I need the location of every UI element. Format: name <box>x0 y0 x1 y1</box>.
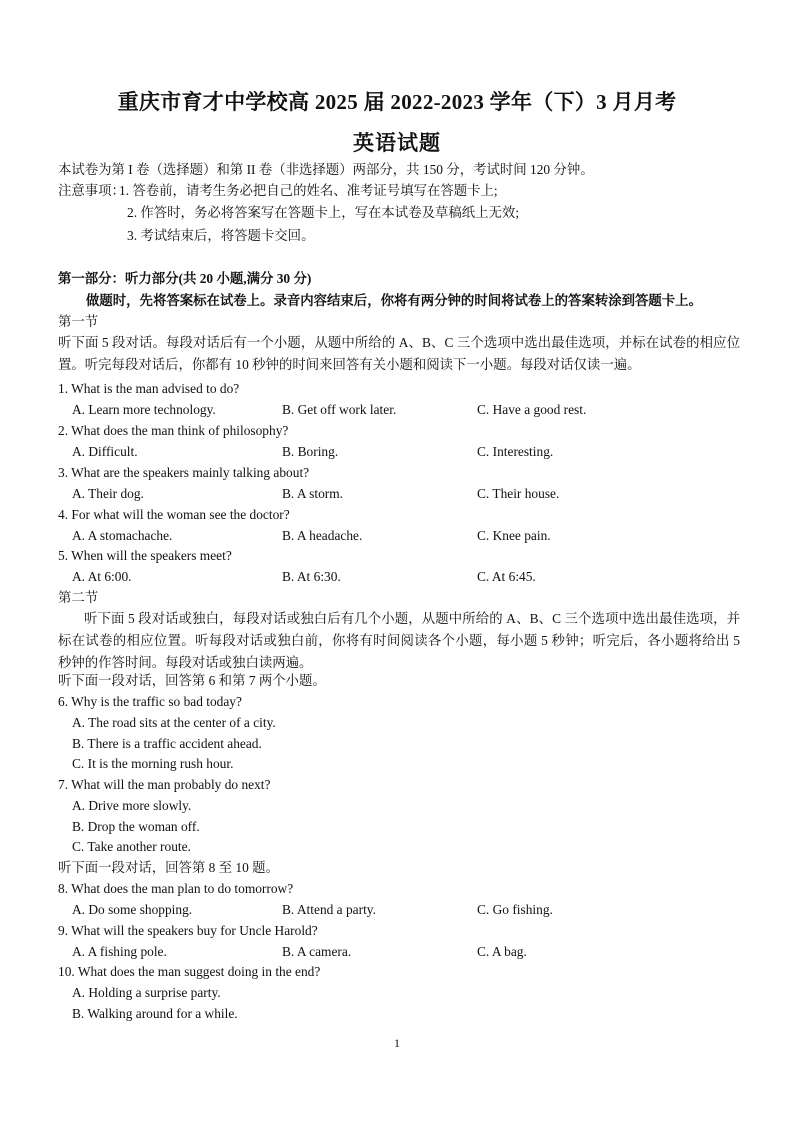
q3-option-a: A. Their dog. <box>72 486 144 501</box>
q9-option-c: C. A bag. <box>477 944 527 959</box>
q6-option-c: C. It is the morning rush hour. <box>72 756 234 771</box>
q1-option-c: C. Have a good rest. <box>477 402 587 417</box>
q8-option-c: C. Go fishing. <box>477 902 553 917</box>
q4-option-c: C. Knee pain. <box>477 528 551 543</box>
q3-option-c: C. Their house. <box>477 486 560 501</box>
dialog-instruction: 听下面一段对话，回答第 6 和第 7 两个小题。 <box>58 673 326 688</box>
section1-directions: 听下面 5 段对话。每段对话后有一个小题，从题中所给的 A、B、C 三个选项中选出最佳选项，并标在试卷的相应位置。听完每段对话后，你都有 10 秒钟的时间来回答有关小题和阅读下一小题。每段对话仅读一遍。 <box>58 335 740 372</box>
q4-option-b: B. A headache. <box>282 528 363 543</box>
question-2: 2. What does the man think of philosophy? <box>58 423 289 438</box>
q7-option-c: C. Take another route. <box>72 839 191 854</box>
question-8: 8. What does the man plan to do tomorrow? <box>58 881 294 896</box>
q3-option-b: B. A storm. <box>282 486 344 501</box>
section1-label: 第一节 <box>58 314 99 329</box>
part1-instruction: 做题时，先将答案标在试卷上。录音内容结束后，你将有两分钟的时间将试卷上的答案转涂到答题卡上。 <box>86 293 702 308</box>
q5-option-c: C. At 6:45. <box>477 569 536 584</box>
q7-option-a: A. Drive more slowly. <box>72 798 192 813</box>
q4-option-a: A. A stomachache. <box>72 528 173 543</box>
page-number: 1 <box>394 1036 400 1050</box>
q9-option-a: A. A fishing pole. <box>72 944 167 959</box>
intro-line: 本试卷为第 I 卷（选择题）和第 II 卷（非选择题）两部分，共 150 分，考试时间 120 分钟。 <box>58 162 594 177</box>
note-item: 1. 答卷前，请考生务必把自己的姓名、准考证号填写在答题卡上; <box>119 183 498 198</box>
note-item: 3. 考试结束后，将答题卡交回。 <box>127 228 315 243</box>
q5-option-b: B. At 6:30. <box>282 569 341 584</box>
subject-title: 英语试题 <box>353 131 441 155</box>
question-3: 3. What are the speakers mainly talking about? <box>58 465 310 480</box>
q1-option-a: A. Learn more technology. <box>72 402 216 417</box>
q1-option-b: B. Get off work later. <box>282 402 397 417</box>
section2-label: 第二节 <box>58 590 99 605</box>
q6-option-a: A. The road sits at the center of a city. <box>72 715 276 730</box>
q7-option-b: B. Drop the woman off. <box>72 819 200 834</box>
q10-option-a: A. Holding a surprise party. <box>72 985 221 1000</box>
question-5: 5. When will the speakers meet? <box>58 548 232 563</box>
q8-option-a: A. Do some shopping. <box>72 902 193 917</box>
note-item: 2. 作答时，务必将答案写在答题卡上，写在本试卷及草稿纸上无效; <box>127 205 520 220</box>
q5-option-a: A. At 6:00. <box>72 569 132 584</box>
question-6: 6. Why is the traffic so bad today? <box>58 694 242 709</box>
exam-title: 重庆市育才中学校高 2025 届 2022-2023 学年（下）3 月月考 <box>117 90 677 114</box>
question-9: 9. What will the speakers buy for Uncle Harold? <box>58 923 318 938</box>
q10-option-b: B. Walking around for a while. <box>72 1006 238 1021</box>
dialog-instruction: 听下面一段对话，回答第 8 至 10 题。 <box>58 860 279 875</box>
question-4: 4. For what will the woman see the doctor? <box>58 507 290 522</box>
question-1: 1. What is the man advised to do? <box>58 381 240 396</box>
q8-option-b: B. Attend a party. <box>282 902 376 917</box>
q6-option-b: B. There is a traffic accident ahead. <box>72 736 262 751</box>
q9-option-b: B. A camera. <box>282 944 352 959</box>
question-7: 7. What will the man probably do next? <box>58 777 271 792</box>
part1-heading: 第一部分：听力部分(共 20 小题,满分 30 分) <box>58 271 312 286</box>
q2-option-c: C. Interesting. <box>477 444 554 459</box>
notes-label: 注意事项： <box>58 183 125 198</box>
q2-option-a: A. Difficult. <box>72 444 138 459</box>
question-10: 10. What does the man suggest doing in the end? <box>58 964 321 979</box>
section2-directions: 听下面 5 段对话或独白，每段对话或独白后有几个小题，从题中所给的 A、B、C 三个选项中选出最佳选项，并标在试卷的相应位置。听每段对话或独白前，你将有时间阅读各个小题，每小题 5 秒钟；听完后，各小题将给出 5 秒钟的作答时间。每段对话或独白读两遍。 <box>58 611 740 670</box>
q2-option-b: B. Boring. <box>282 444 339 459</box>
